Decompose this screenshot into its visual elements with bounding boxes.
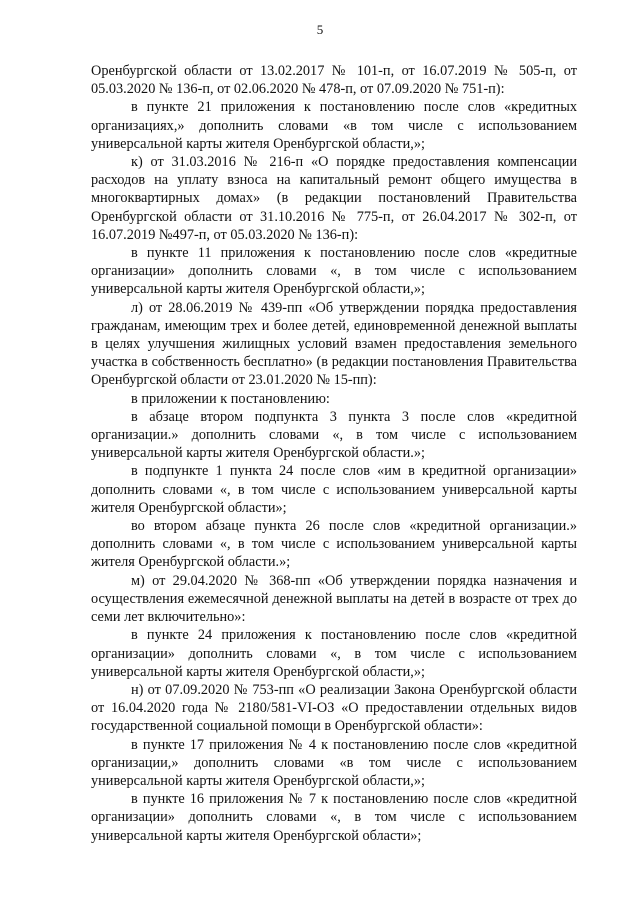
page-number: 5 bbox=[316, 22, 324, 37]
paragraph-amendment: в пункте 21 приложения к постановлению после слов «кредитных организациях,» дополнить словами «в том числе с использованием универсальной карты жителя Оренбургской области,»; bbox=[91, 99, 577, 152]
paragraph-amendment: в подпункте 1 пункта 24 после слов «им в кредитной организации» дополнить словами «, в том числе с использованием универсальной карты жителя Оренбургской области»; bbox=[91, 463, 577, 516]
paragraph-amendment: в приложении к постановлению: bbox=[131, 390, 330, 407]
paragraph-amendment: во втором абзаце пункта 26 после слов «кредитной организации.» дополнить словами «, в том числе с использованием универсальной карты жителя Оренбургской области.»; bbox=[91, 518, 577, 571]
paragraph-amendment: в пункте 24 приложения к постановлению после слов «кредитной организации» дополнить словами «, в том числе с использованием универсальной карты жителя Оренбургской области,»; bbox=[91, 627, 577, 680]
paragraph-amendment: в пункте 11 приложения к постановлению после слов «кредитные организации» дополнить словами «, в том числе с использованием универсальной карты жителя Оренбургской области,»; bbox=[91, 245, 577, 298]
paragraph-amendment: в пункте 17 приложения № 4 к постановлению после слов «кредитной организации,» дополнить словами «в том числе с использованием универсальной карты жителя Оренбургской области,»; bbox=[91, 736, 577, 789]
paragraph-amendment: в пункте 16 приложения № 7 к постановлению после слов «кредитной организации» дополнить словами «, в том числе с использованием универсальной карты жителя Оренбургской области»; bbox=[91, 791, 577, 844]
paragraph-item-l: л) от 28.06.2019 № 439-пп «Об утверждении порядка предоставления гражданам, имеющим трех и более детей, единовременной денежной выплаты в целях улучшения жилищных условий взамен предоставления земельного участка в собственность бесплатно» (в редакции постановления Правительства Оренбургской области от 23.01.2020 № 15-пп): bbox=[91, 299, 577, 389]
paragraph-amendment: в абзаце втором подпункта 3 пункта 3 после слов «кредитной организации.» дополнить словами «, в том числе с использованием универсальной карты жителя Оренбургской области.»; bbox=[91, 408, 577, 462]
paragraph-continuation: Оренбургской области от 13.02.2017 № 101-п, от 16.07.2019 № 505-п, от 05.03.2020 № 136-п, от 02.06.2020 № 478-п, от 07.09.2020 № 751-п): bbox=[91, 63, 577, 98]
document-body bbox=[91, 62, 577, 845]
paragraph-item-m: м) от 29.04.2020 № 368-пп «Об утверждении порядка назначения и осуществления ежемесячной денежной выплаты на детей в возрасте от трех до семи лет включительно»: bbox=[91, 572, 577, 626]
paragraph-item-k: к) от 31.03.2016 № 216-п «О порядке предоставления компенсации расходов на уплату взноса на капитальный ремонт общего имущества в многоквартирных домах» (в редакции постановлений Правительства Оренбургской области от 31.10.2016 № 775-п, от 26.04.2017 № 302-п, от 16.07.2019 №497-п, от 05.03.2020 № 136-п): bbox=[91, 154, 577, 243]
paragraph-item-n: н) от 07.09.2020 № 753-пп «О реализации Закона Оренбургской области от 16.04.2020 года № 2180/581-VI-ОЗ «О предоставлении отдельных видов государственной социальной помощи в Оренбургской области»: bbox=[91, 681, 577, 735]
